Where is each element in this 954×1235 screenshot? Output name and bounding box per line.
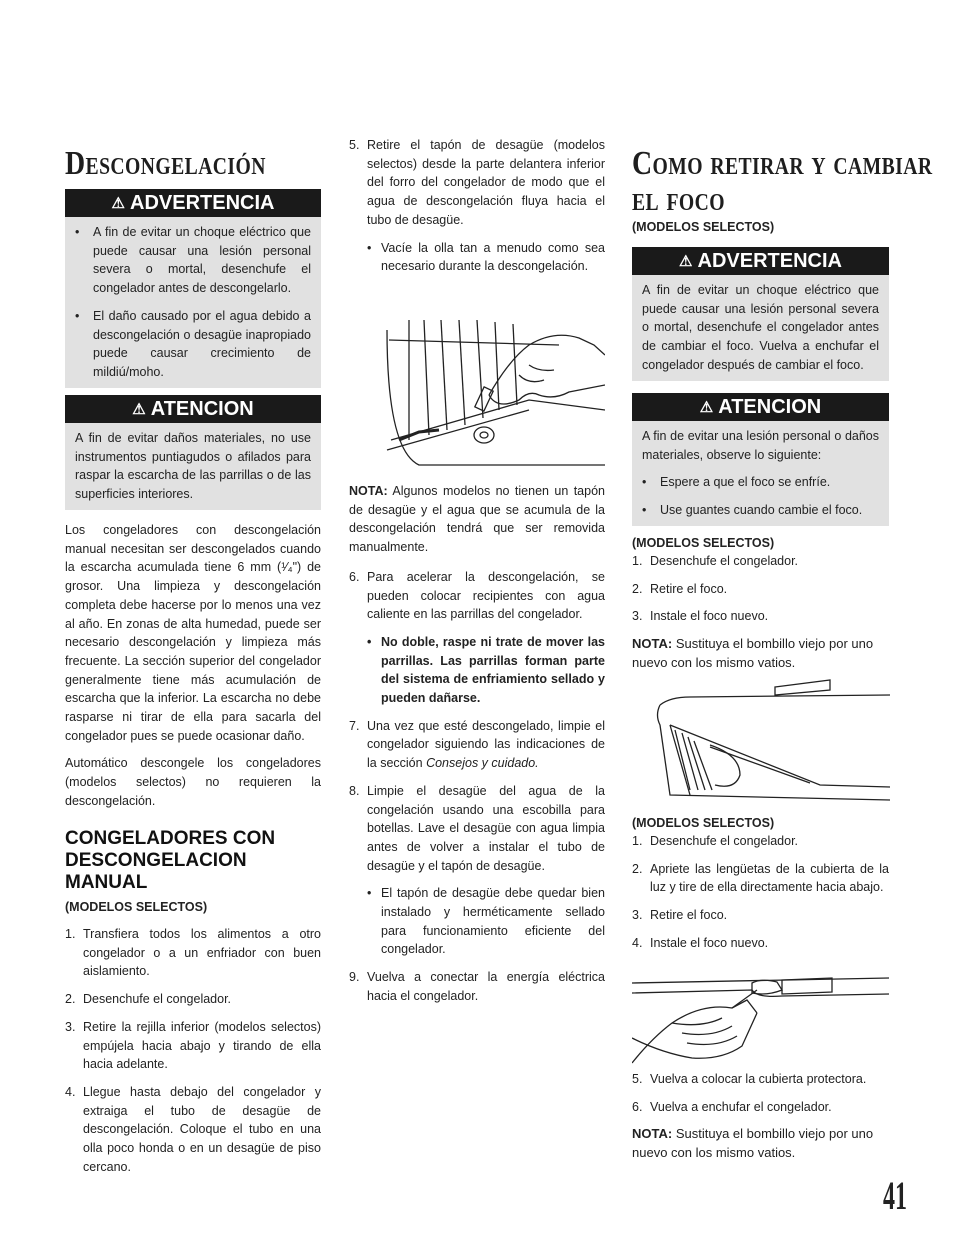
- caution-text: A fin de evitar daños materiales, no use instrumentos puntiagudos o afilados para raspar la escarcha de las parrillas o de las superficies interiores.: [75, 431, 311, 502]
- caution-text: A fin de evitar una lesión personal o daños materiales, observe lo siguiente:: [642, 429, 879, 462]
- caution-header: ⚠ ATENCION: [632, 393, 889, 421]
- caution-item: • Use guantes cuando cambie el foco.: [642, 501, 879, 520]
- caution-header: ⚠ ATENCION: [65, 395, 321, 423]
- subheading: CONGELADORES CON DESCONGELACION MANUAL: [65, 828, 276, 893]
- section-title-descongelacion: Descongelación: [65, 145, 266, 182]
- paragraph: Automático descongele los congeladores (modelos selectos) no requieren la descongelación.: [65, 756, 321, 808]
- warning-triangle-icon: ⚠: [111, 195, 125, 212]
- caution-item: • Espere a que el foco se enfríe.: [642, 473, 879, 492]
- step-item: 2. Apriete las lengüetas de la cubierta de la luz y tire de ella directamente hacia abajo.: [632, 861, 889, 895]
- left-body: [65, 521, 321, 820]
- step-item: 2. Desenchufe el congelador.: [65, 992, 232, 1007]
- step-item: 4. Instale el foco nuevo.: [632, 935, 769, 950]
- step-item: 1. Desenchufe el congelador.: [632, 554, 799, 568]
- warning-text: A fin de evitar un choque eléctrico que puede causar una lesión personal severa o mortal, desenchufe el congelador antes de cambiar el foco. Vuelva a enchufar el congelador después de cambiar el foco.: [642, 283, 879, 372]
- bulb-section-2: [632, 814, 889, 962]
- step-item: 3. Retire la rejilla inferior (modelos selectos) empújela hacia abajo y tirando de ella hacia adelante.: [65, 1019, 321, 1072]
- page-number: 41: [883, 1173, 907, 1218]
- step-item: 4. Llegue hasta debajo del congelador y extraiga el tubo de desagüe de descongelación. Coloque el tubo en una olla poco honda o en un desagüe de piso cercano.: [65, 1084, 321, 1174]
- warning-item: • A fin de evitar un choque eléctrico que puede causar una lesión personal severa o mortal, desenchufe el congelador antes de descongelarlo.: [75, 223, 311, 298]
- bulb-section-2-end: [632, 1070, 889, 1172]
- bulb-section-1: [632, 534, 889, 682]
- steps-list: [349, 136, 605, 285]
- step-bullet: • Vacíe la olla tan a menudo como sea necesario durante la descongelación.: [367, 239, 605, 276]
- warning-header: ⚠ ADVERTENCIA: [65, 189, 321, 217]
- step-item: 1. Transfiera todos los alimentos a otro congelador o a un enfriador con buen aislamiento.: [65, 927, 321, 979]
- middle-body: [349, 482, 605, 1015]
- step-item: 3. Retire el foco.: [632, 908, 728, 923]
- note: NOTA: Sustituya el bombillo viejo por uno nuevo con los mismo vatios.: [632, 1126, 874, 1161]
- step-item: 9. Vuelva a conectar la energía eléctrica hacia el congelador.: [349, 970, 605, 1003]
- step-item: 3. Instale el foco nuevo.: [632, 609, 769, 624]
- models-label: (MODELOS SELECTOS): [632, 220, 775, 234]
- step-bullet: • El tapón de desagüe debe quedar bien instalado y herméticamente sellado para funcionamiento eficiente del congelador.: [367, 884, 605, 959]
- step-item: 8. Limpie el desagüe del agua de la congelación usando una escobilla para botellas. Lave el desagüe con agua limpia antes de volver a instalar el tubo de desagüe y el tapón de desagüe. • El tapón de desagüe debe quedar bien instalado y herméticamente sellado para funcionamiento eficiente del congelador.: [349, 782, 605, 959]
- step-bullet: • No doble, raspe ni trate de mover las parrillas. Las parrillas forman parte del sistema de enfriamiento sellado y pueden dañarse.: [367, 633, 605, 708]
- paragraph: Los congeladores con descongelación manual necesitan ser descongelados cuando la escarcha acumulada tiene 6 mm (¹⁄₄") de grosor. Una limpieza y descongelación completa debe hacerse por lo menos una vez al año. En zonas de alta humedad, puede ser necesario descongelación y limpieza más frecuente. La sección superior del congelador generalmente tiene más acumulación de escarcha que la inferior. La escarcha no debe rasparse ni tirar de ella para sacarla del congelador pues se puede ocasionar daño.: [65, 523, 321, 743]
- steps-list: [349, 568, 605, 1006]
- step-item: 5. Vuelva a colocar la cubierta protectora.: [632, 1072, 867, 1086]
- steps-list: [632, 1070, 889, 1116]
- warning-triangle-icon: ⚠: [699, 399, 714, 416]
- note: NOTA: Algunos modelos no tienen un tapón de desagüe y el agua que se acumula de la descongelación tendrá que ser removida manualmente.: [349, 484, 605, 555]
- warning-triangle-icon: ⚠: [679, 253, 693, 270]
- models-label: (MODELOS SELECTOS): [632, 816, 775, 830]
- bulb-replacement-illustration: [632, 968, 889, 1066]
- models-label: (MODELOS SELECTOS): [632, 536, 775, 550]
- warning-triangle-icon: ⚠: [132, 401, 146, 418]
- warning-box: [632, 247, 889, 381]
- warning-item: • El daño causado por el agua debido a descongelación o desagüe inapropiado puede causar crecimiento de mildiú/moho.: [75, 307, 311, 382]
- step-item: 6. Para acelerar la descongelación, se pueden colocar recipientes con agua caliente en las parrillas del congelador. • No doble, raspe ni trate de mover las parrillas. Las parrillas forman parte del sistema de enfriamiento sellado y pueden dañarse.: [349, 568, 605, 708]
- warning-header: ⚠ ADVERTENCIA: [632, 247, 889, 275]
- drain-plug-illustration: [379, 300, 605, 472]
- step-item: 5. Retire el tapón de desagüe (modelos selectos) desde la parte delantera inferior del forro del congelador de modo que el agua de descongelación fluya hacia el tubo de desagüe. • Vacíe la olla tan a menudo como sea necesario durante la descongelación.: [349, 136, 605, 276]
- section-title-foco: Como retirar y cambiar el foco: [632, 145, 933, 218]
- step-item: 2. Retire el foco.: [632, 581, 728, 596]
- manual-defrost-section: [65, 828, 321, 1185]
- caution-box: [632, 393, 889, 526]
- steps-list: [65, 925, 321, 1176]
- models-label: (MODELOS SELECTOS): [65, 900, 208, 914]
- note: NOTA: Sustituya el bombillo viejo por uno nuevo con los mismo vatios.: [632, 636, 874, 670]
- light-cover-illustration: [650, 675, 890, 805]
- step-item: 7. Una vez que esté descongelado, limpie el congelador siguiendo las indicaciones de la sección Consejos y cuidado.: [349, 718, 605, 771]
- step-item: 6. Vuelva a enchufar el congelador.: [632, 1099, 832, 1114]
- warning-box: [65, 189, 321, 388]
- steps-list: [632, 552, 889, 626]
- caution-box: [65, 395, 321, 510]
- step-item: 1. Desenchufe el congelador.: [632, 834, 799, 848]
- steps-list: [632, 832, 889, 953]
